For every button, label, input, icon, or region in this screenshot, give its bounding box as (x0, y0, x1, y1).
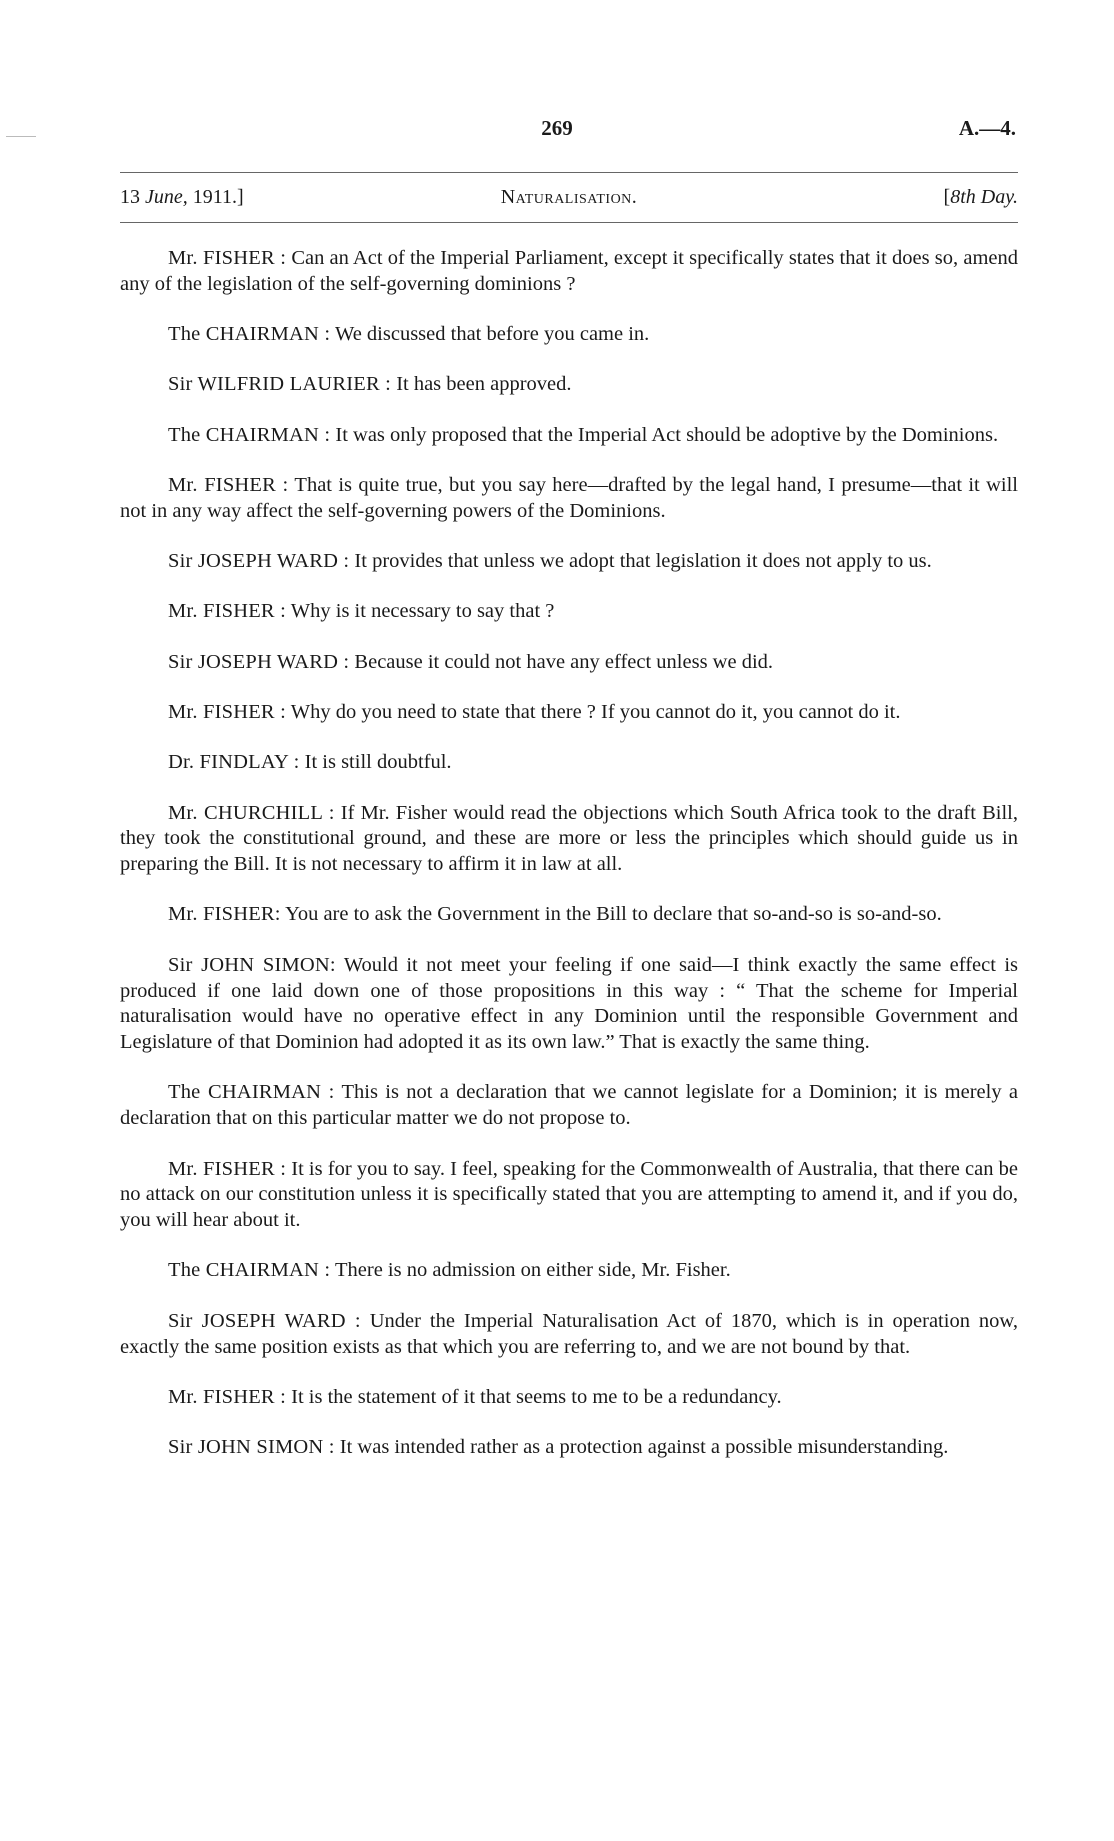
speech-text: We discussed that before you came in. (330, 323, 650, 346)
speech-text: You are to ask the Government in the Bill to declare that so-and-so is so-and-so. (280, 903, 942, 926)
speaker-name: Sir JOSEPH WARD : (168, 1309, 361, 1332)
speech-text: It was intended rather as a protection against a possible misunderstanding. (334, 1436, 949, 1459)
speech-paragraph (120, 372, 1018, 398)
speech-text: It is still doubtful. (299, 751, 452, 774)
speech-paragraph (120, 902, 1018, 928)
speech-paragraph (120, 322, 1018, 348)
speaker-name: Mr. FISHER : (168, 700, 287, 723)
speech-paragraph (120, 246, 1018, 298)
speech-text: This is not a declaration that we cannot legislate for a Dominion; it is merely a declaration that on this particular matter we do not propose to. (120, 1081, 1018, 1130)
day-label: Day. (975, 186, 1018, 208)
speech-paragraph (120, 1435, 1018, 1461)
speaker-name: Mr. FISHER : (168, 247, 287, 269)
speech-paragraph (120, 473, 1018, 525)
speaker-name: The CHAIRMAN : (168, 323, 331, 346)
speaker-name: The CHAIRMAN : (168, 1259, 331, 1282)
transcript-body (120, 246, 1018, 1485)
speech-paragraph (120, 1080, 1018, 1132)
speech-text: Why is it necessary to say that ? (286, 600, 555, 623)
speaker-name: Sir JOHN SIMON: (168, 953, 336, 976)
speech-text: Why do you need to state that there ? If you cannot do it, you cannot do it. (286, 700, 901, 723)
speaker-name: Mr. FISHER : (168, 600, 287, 623)
speaker-name: Sir JOSEPH WARD : (168, 550, 350, 573)
page-number: 269 (541, 116, 573, 140)
speech-paragraph (120, 423, 1018, 449)
speaker-name: Dr. FINDLAY : (168, 751, 300, 774)
speaker-name: Sir JOHN SIMON : (168, 1436, 335, 1459)
speaker-name: Mr. FISHER : (168, 1157, 287, 1180)
speech-paragraph (120, 650, 1018, 676)
speech-paragraph (120, 1157, 1018, 1234)
speaker-name: Sir WILFRID LAURIER : (168, 373, 392, 396)
speech-text: Would it not meet your feeling if one said—I think exactly the same effect is produced if one laid down one of those propositions in this way : “ That the scheme for Imperial naturalisation would have no operative effect in any Dominion until the responsible Government and Legislature of that Dominion had adopted it as its own law.” That is exactly the same thing. (120, 953, 1018, 1054)
speech-paragraph (120, 1309, 1018, 1361)
speech-text: There is no admission on either side, Mr. Fisher. (330, 1259, 731, 1282)
speech-text: It is the statement of it that seems to me to be a redundancy. (286, 1385, 782, 1408)
day-prefix: [ (943, 186, 951, 208)
speech-paragraph (120, 750, 1018, 776)
speech-paragraph (120, 599, 1018, 625)
speaker-name: Mr. FISHER: (168, 903, 281, 926)
speech-paragraph (120, 549, 1018, 575)
speech-text: Because it could not have any effect unless we did. (349, 650, 774, 673)
speech-paragraph (120, 1385, 1018, 1411)
day-ordinal: 8th (950, 186, 976, 208)
document-reference: A.—4. (958, 116, 1016, 140)
date-month: June, (145, 186, 188, 208)
header-rule-top (120, 172, 1018, 173)
speech-paragraph (120, 801, 1018, 878)
speech-paragraph (120, 953, 1018, 1056)
speech-paragraph (120, 700, 1018, 726)
speech-text: That is quite true, but you say here—drafted by the legal hand, I presume—that it will not in any way affect the self-governing powers of the Dominions. (120, 473, 1018, 522)
date-suffix: 1911.] (187, 186, 244, 208)
header-rule-bottom (120, 222, 1018, 223)
speech-paragraph (120, 1258, 1018, 1284)
running-head-title: Naturalisation. (500, 186, 638, 208)
speech-text: Under the Imperial Naturalisation Act of 1870, which is in operation now, exactly the same position exists as that which you are referring to, and we are not bound by that. (120, 1309, 1019, 1358)
speech-text: It has been approved. (391, 373, 572, 396)
speech-text: Can an Act of the Imperial Parliament, except it specifically states that it does so, amend any of the legislation of the self-governing dominions ? (120, 247, 1018, 295)
speaker-name: Mr. CHURCHILL : (168, 801, 335, 824)
speech-text: It is for you to say. I feel, speaking for the Commonwealth of Australia, that there can be no attack on our constitution unless it is specifically stated that you are attempting to amend it, and if you do, you will hear about it. (120, 1157, 1018, 1232)
speech-text: If Mr. Fisher would read the objections which South Africa took to the draft Bill, they took the constitutional ground, and these are more or less the principles which should guide us in preparing the Bill. It is not necessary to affirm it in law at all. (120, 801, 1018, 876)
date-prefix: 13 (120, 186, 145, 208)
speech-text: It was only proposed that the Imperial Act should be adoptive by the Dominions. (330, 423, 999, 446)
running-head-day (944, 186, 1018, 209)
speaker-name: Mr. FISHER : (168, 473, 289, 496)
speaker-name: The CHAIRMAN : (168, 423, 331, 446)
running-head (120, 186, 1018, 216)
speaker-name: Mr. FISHER : (168, 1385, 287, 1408)
speaker-name: Sir JOSEPH WARD : (168, 650, 350, 673)
speech-text: It provides that unless we adopt that legislation it does not apply to us. (349, 550, 932, 573)
speaker-name: The CHAIRMAN : (168, 1081, 335, 1104)
